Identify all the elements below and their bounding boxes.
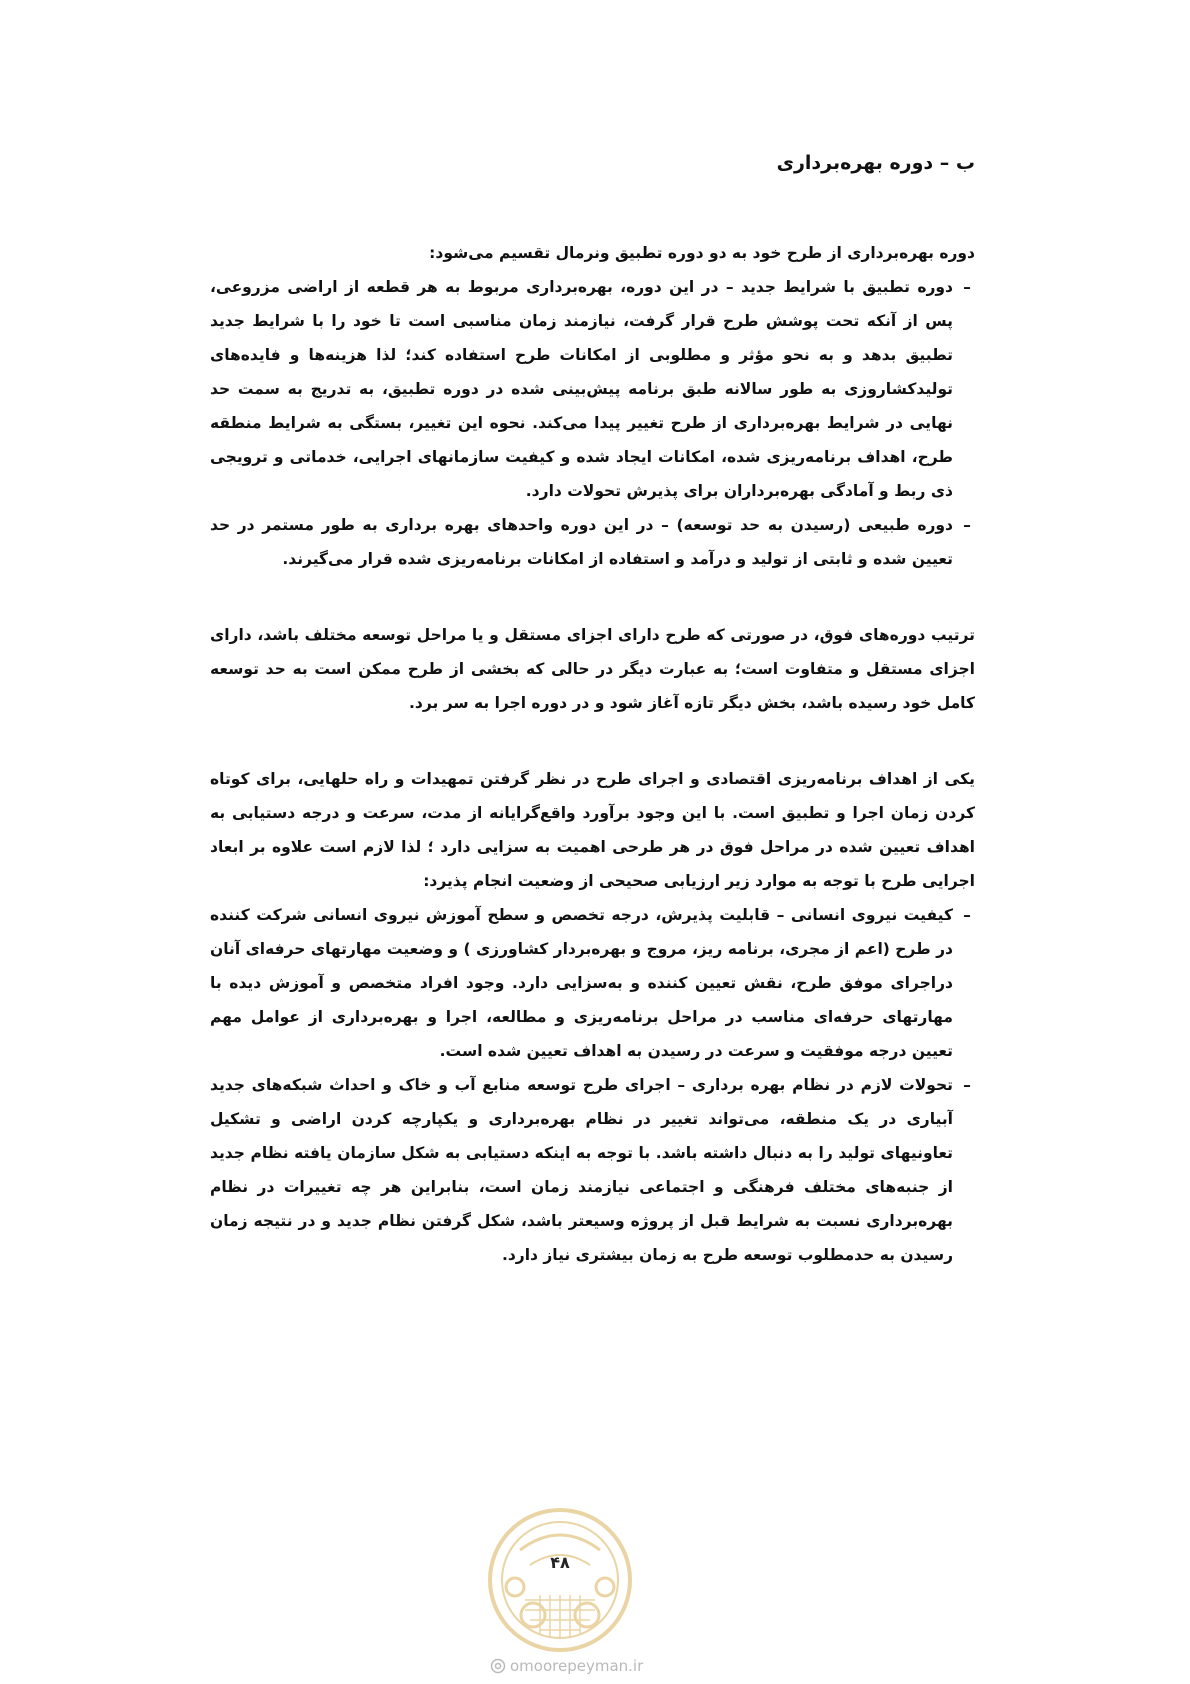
list-item	[210, 1068, 975, 1272]
list-item	[210, 508, 975, 576]
goals-paragraph: یکی از اهداف برنامه‌ریزی اقتصادی و اجرای طرح در نظر گرفتن تمهیدات و راه حلهایی، برای کوتاه کردن زمان اجرا و تطبیق است. با این وجود برآورد واقع‌گرایانه از مدت، سرعت و درجه دستیابی به اهداف تعیین شده در مراحل فوق در هر طرحی اهمیت به سزایی دارد ؛ لذا لازم است علاوه بر ابعاد اجرایی طرح با توجه به موارد زیر ارزیابی صحیحی از وضعیت انجام پذیرد:	[210, 770, 975, 890]
period-item-natural: دوره طبیعی (رسیدن به حد توسعه) – در این دوره واحدهای بهره برداری به طور مستمر در حد تعیین شده و ثابتی از تولید و درآمد و استفاده از امکانات برنامه‌ریزی شده قرار می‌گیرند.	[210, 516, 953, 568]
body-content	[210, 236, 975, 1272]
intro-paragraph: دوره بهره‌برداری از طرح خود به دو دوره تطبیق ونرمال تقسیم می‌شود:	[429, 244, 975, 262]
bullet-dash: –	[963, 516, 971, 534]
assessment-list	[210, 898, 975, 1272]
page-number: ۴۸	[550, 1553, 570, 1572]
order-paragraph: ترتیب دوره‌های فوق، در صورتی که طرح دارای اجزای مستقل و یا مراحل توسعه مختلف باشد، دارای اجزای مستقل و متفاوت است؛ به عبارت دیگر در حالی که بخشی از طرح ممکن است به حد توسعه کامل خود رسیده باشد، بخش دیگر تازه آغاز شود و در دوره اجرا به سر برد.	[210, 626, 975, 712]
bullet-dash: –	[963, 906, 971, 924]
list-item	[210, 898, 975, 1068]
assessment-item-workforce: کیفیت نیروی انسانی – قابلیت پذیرش، درجه تخصص و سطح آموزش نیروی انسانی شرکت کننده در طرح (اعم از مجری، برنامه ریز، مروج و بهره‌بردار کشاورزی ) و وضعیت مهارتهای حرفه‌ای آنان دراجرای موفق طرح، نقش تعیین کننده و به‌سزایی دارد. وجود افراد متخصص و آموزش دیده با مهارتهای حرفه‌ای مناسب در مراحل برنامه‌ریزی و مطالعه، اجرا و بهره‌برداری از عوامل مهم تعیین درجه موفقیت و سرعت در رسیدن به اهداف تعیین شده است.	[210, 906, 953, 1060]
period-list	[210, 270, 975, 576]
list-item	[210, 270, 975, 508]
bullet-dash: –	[963, 278, 971, 296]
site-credit	[490, 1654, 670, 1678]
period-item-adaptation: دوره تطبیق با شرایط جدید – در این دوره، بهره‌برداری مربوط به هر قطعه از اراضی مزروعی، پس از آنکه تحت پوشش طرح قرار گرفت، نیازمند زمان مناسبی است تا خود را با شرایط جدید تطبیق بدهد و به نحو مؤثر و مطلوبی از امکانات طرح استفاده کند؛ لذا هزینه‌ها و فایده‌های تولیدکشاروزی به طور سالانه طبق برنامه پیش‌بینی شده در دوره تطبیق، به تدریج به سمت حد نهایی در شرایط بهره‌برداری از طرح تغییر پیدا می‌کند. نحوه این تغییر، بستگی به شرایط منطقه طرح، اهداف برنامه‌ریزی شده، امکانات ایجاد شده و کیفیت سازمانهای اجرایی، خدماتی و ترویجی ذی ربط و آمادگی بهره‌برداران برای پذیرش تحولات دارد.	[210, 278, 953, 500]
section-heading: ب – دوره بهره‌برداری	[776, 152, 975, 174]
assessment-item-operation-system: تحولات لازم در نظام بهره برداری – اجرای طرح توسعه منابع آب و خاک و احداث شبکه‌های جدید آبیاری در یک منطقه، می‌تواند تغییر در نظام بهره‌برداری و یکپارچه کردن اراضی و تشکیل تعاونیهای تولید را به دنبال داشته باشد. با توجه به اینکه دستیابی به شکل سازمان یافته نظام جدید از جنبه‌های مختلف فرهنگی و اجتماعی نیازمند زمان است، بنابراین هر چه تغییرات در نظام بهره‌برداری نسبت به شرایط قبل از پروژه وسیعتر باشد، شکل گرفتن نظام جدید و در نتیجه زمان رسیدن به حدمطلوب توسعه طرح به زمان بیشتری نیاز دارد.	[210, 1076, 953, 1264]
publisher-seal-watermark	[485, 1505, 635, 1655]
bullet-dash: –	[963, 1076, 971, 1094]
site-credit-text: omoorepeyman.ir	[510, 1657, 644, 1675]
at-sign-icon	[490, 1658, 506, 1674]
